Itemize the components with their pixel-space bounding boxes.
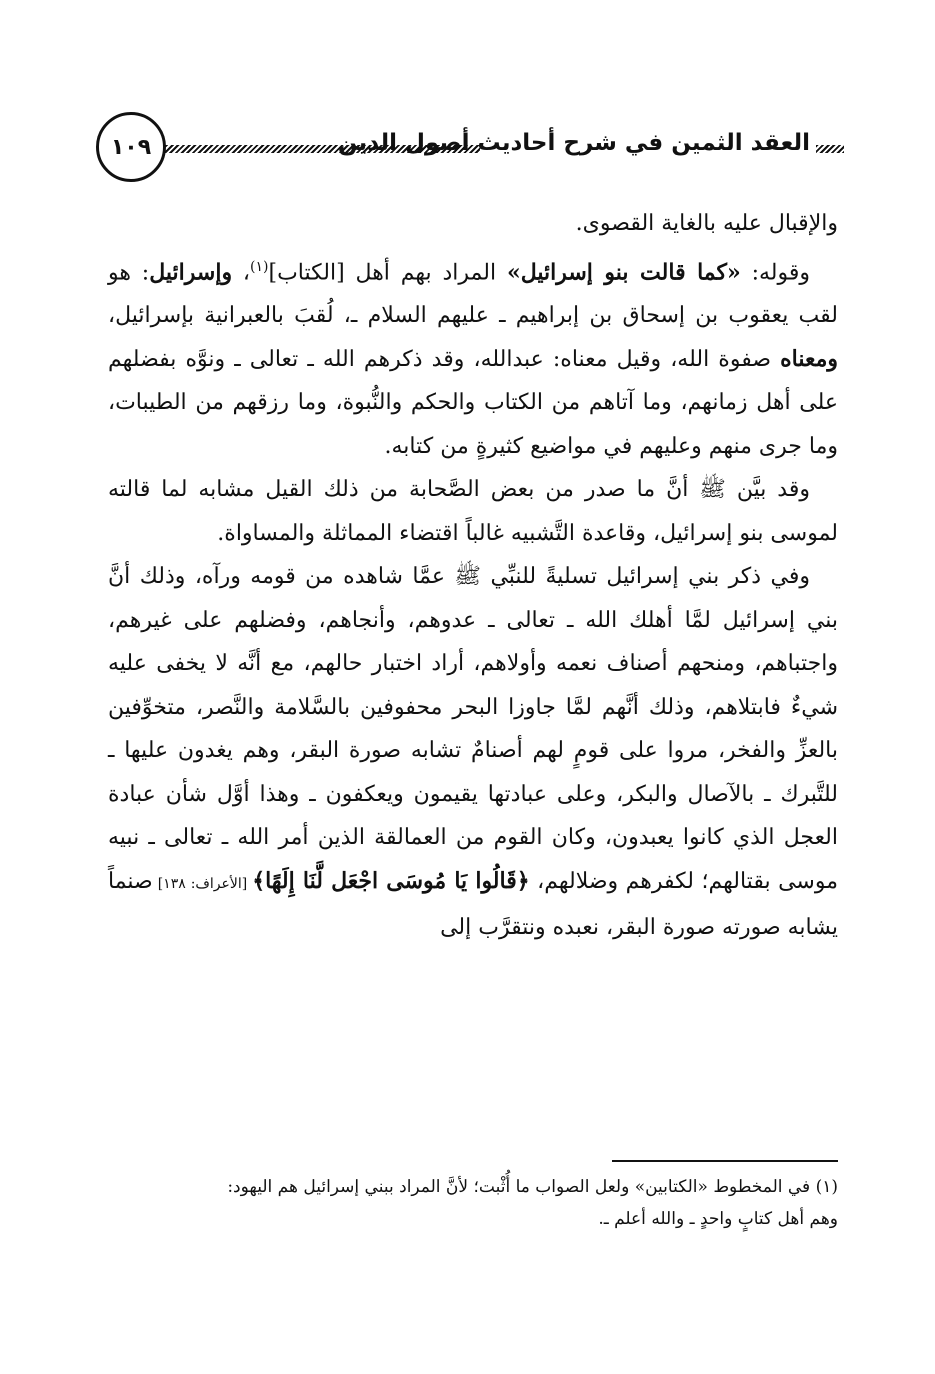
term-israel: وإسرائيل	[149, 258, 233, 285]
text-run: وفي ذكر بني إسرائيل تسليةً للنبِّي ﷺ عمَّا شاهده من قومه ورآه، وذلك أنَّ بني إسرائيل لمَّا أهلك الله ـ تعالى ـ عدوهم، وأنجاهم، وفضلهم على غيرهم، واجتباهم، ومنحهم أصناف نعمه وأولاهم، أراد اختبار حالهم، مع أنَّه لا يخفى عليه شيءٌ فابتلاهم، وذلك أنَّهم لمَّا جاوزا البحر محفوفين بالسَّلامة والنَّصر، متخوِّفين بالعزِّ والفخر، مروا على قومٍ لهم أصنامٌ تشابه صورة البقر، وهم يغدون عليها ـ للتَّبرك ـ بالآصال والبكر، وعلى عبادتها يقيمون ويعكفون ـ وهذا أوَّل شأن عبادة العجل الذي كانوا يعبدون، وكان القوم من العمالقة الذين أمر الله ـ تعالى ـ نبيه موسى بقتالهم؛ لكفرهم وضلالهم،	[108, 564, 838, 894]
paragraph-resemblance: وقد بيَّن ﷺ أنَّ ما صدر من بعض الصَّحابة من ذلك القيل مشابه لما قالته لموسى بنو إسرائيل، وقاعدة التَّشبيه غالباً اقتضاء المماثلة والمساواة.	[108, 477, 838, 546]
text-run: صفوة الله، وقيل معناه: عبدالله، وقد ذكرهم الله ـ تعالى ـ ونوَّه بفضلهم على أهل زمانهم، وما آتاهم من الكتاب والحكم والنُّبوة، وما رزقهم من الطيبات، وما جرى منهم وعليهم في مواضيع كثيرةٍ من كتابه.	[108, 346, 838, 459]
closing-line: والإقبال عليه بالغاية القصوى.	[575, 211, 838, 236]
paragraph-israel	[108, 246, 838, 469]
footnote-line: وهم أهل كتابٍ واحدٍ ـ والله أعلم ـ.	[598, 1209, 838, 1229]
term-meaning: ومعناه	[780, 345, 838, 372]
footnote-line: (١) في المخطوط «الكتابين» ولعل الصواب ما أُثْبت؛ لأنَّ المراد ببني إسرائيل هم اليهود:	[227, 1177, 838, 1197]
text-run: : هو لقب يعقوب بن إسحاق بن إبراهيم ـ عليهم السلام ـ، لُقبَ بالعبرانية بإسرائيل،	[108, 259, 838, 329]
footnote-divider	[612, 1160, 838, 1162]
header-ornament-mark	[816, 145, 844, 153]
paragraph-consolation	[108, 555, 838, 950]
footnotes	[108, 1171, 838, 1235]
running-title: العقد الثمين في شرح أحاديث أصول الدين	[337, 130, 810, 156]
main-text	[108, 202, 838, 950]
text-run: ،	[232, 259, 251, 285]
page-number: ١٠٩	[96, 112, 166, 182]
page-header	[96, 112, 844, 192]
hadith-quote: «كما قالت بنو إسرائيل»	[506, 258, 741, 285]
verse-citation: [الأعراف: ١٣٨]	[152, 875, 253, 892]
text-run: المراد بهم أهل [الكتاب]	[268, 259, 507, 285]
text-run: صنماً يشابه صورته صورة البقر، نعبده ونتقرَّب إلى	[108, 868, 838, 941]
text-run: وقوله:	[740, 259, 811, 285]
quran-verse: ﴿قَالُوا يَا مُوسَى اجْعَل لَّنَا إِلَهًا﴾	[252, 867, 530, 894]
footnote-ref: (١)	[250, 258, 269, 275]
